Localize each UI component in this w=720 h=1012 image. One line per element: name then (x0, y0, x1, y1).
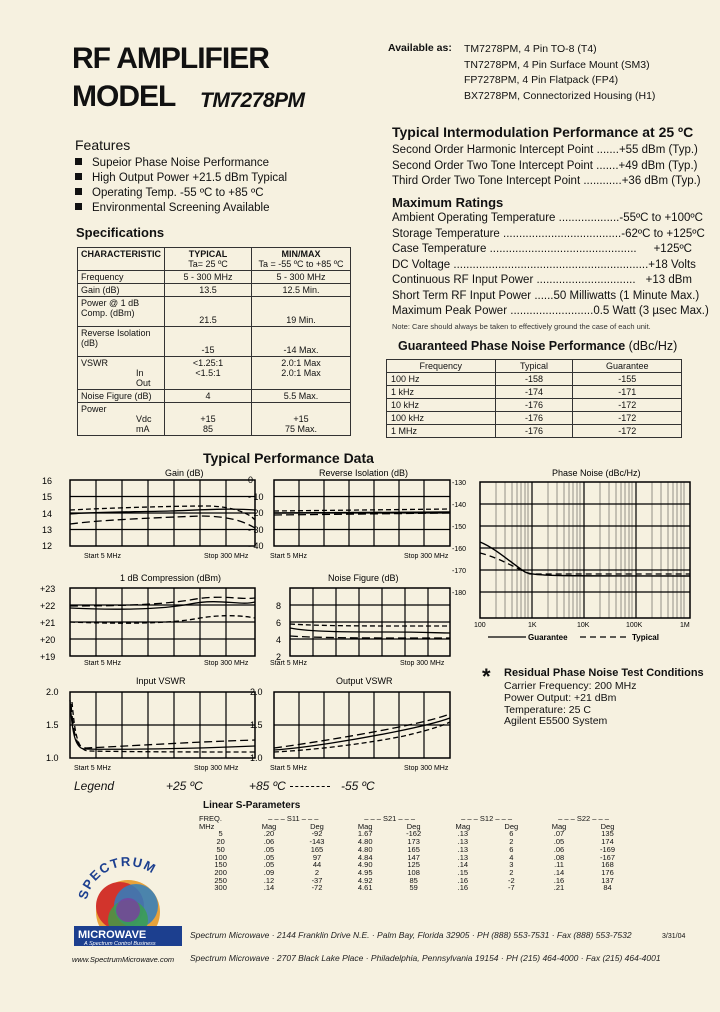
svg-text:-170: -170 (452, 568, 467, 575)
table-row: 5 .20 -92 1.67 -162 .13 6 .07 135 (218, 829, 614, 839)
svg-text:100: 100 (474, 622, 486, 629)
feature-item: Operating Temp. -55 ºC to +85 ºC (75, 186, 287, 201)
svg-text:Start 5 MHz: Start 5 MHz (270, 660, 307, 667)
table-row: Gain (dB) 13.5 12.5 Min. (78, 284, 351, 297)
pn-title-wrap (398, 339, 677, 353)
performance-charts (40, 464, 460, 784)
output-vswr-chart (250, 676, 450, 772)
svg-text:-140: -140 (452, 502, 467, 509)
svg-text:-150: -150 (452, 524, 467, 531)
legend-label: Legend (74, 779, 115, 793)
svg-text:14: 14 (42, 509, 53, 519)
features-list (75, 156, 287, 216)
svg-text:-180: -180 (452, 590, 467, 597)
footer-line1: Spectrum Microwave · 2144 Franklin Drive N.E. · Palm Bay, Florida 32905 · PH (888) 553-7531 · Fax (888) 553-7532 (190, 930, 632, 940)
svg-text:0: 0 (248, 475, 254, 485)
spectrum-logo (72, 856, 184, 948)
bullet-icon (75, 188, 82, 195)
available-item: TM7278PM, 4 Pin TO-8 (T4) (464, 43, 597, 55)
input-vswr-chart (46, 676, 255, 772)
rating-row: Case Temperature .............................................. +125ºC (392, 243, 692, 255)
title-line2: MODEL (72, 80, 176, 113)
model-number: TM7278PM (200, 89, 305, 112)
svg-text:Stop 300 MHz: Stop 300 MHz (404, 553, 449, 560)
table-row: 150 .05 44 4.90 125 .14 3 .11 168 (214, 860, 614, 870)
svg-text:4: 4 (276, 635, 282, 645)
table-row: Noise Figure (dB) 4 5.5 Max. (78, 390, 351, 403)
ratings-title: Maximum Ratings (392, 195, 504, 210)
footer-web[interactable]: www.SpectrumMicrowave.com (72, 955, 175, 964)
svg-text:2: 2 (276, 652, 282, 662)
svg-text:2.0: 2.0 (46, 687, 59, 697)
feature-item: Environmental Screening Available (75, 201, 287, 216)
svg-text:- 20: - 20 (248, 508, 264, 518)
rating-row: Storage Temperature ..................................... -62ºC to +125ºC (392, 227, 705, 240)
legend-dash (290, 786, 330, 787)
svg-text:Start 5 MHz: Start 5 MHz (74, 765, 111, 772)
table-row: Reverse Isolation (dB) -15 -14 Max. (78, 327, 351, 357)
table-row: 20 .06 -143 4.80 173 .13 2 .05 174 (216, 837, 614, 847)
available-item: TN7278PM, 4 Pin Surface Mount (SM3) (464, 58, 650, 71)
series-m55c (70, 516, 255, 528)
svg-text:Stop 300 MHz: Stop 300 MHz (404, 765, 449, 772)
svg-text:+21: +21 (40, 618, 56, 628)
rating-row: Short Term RF Input Power ...... 50 Milliwatts (1 Minute Max.) (392, 289, 700, 302)
table-row: 1 MHz -176 -172 (387, 425, 682, 438)
table-row: 1 kHz -174 -171 (387, 386, 682, 399)
legend-85c: +85 ºC (249, 779, 286, 793)
pn-unit: (dBc/Hz) (628, 339, 678, 353)
svg-text:100K: 100K (626, 622, 643, 629)
svg-text:Output VSWR: Output VSWR (336, 676, 393, 686)
feature-item: High Output Power +21.5 dBm Typical (75, 171, 287, 186)
sparams-table: FREQ. – – – S11 – – – – – – S21 – – – – – – S12 – – – – – – S22 – – – MHz Mag Deg Mag Deg Mag Deg Mag Deg 5 .20 -92 1.67 -162 .13 6 .07 135 20 .06 -143 4.80 173 .13 2 .05 174 50 .05 165 4.80 165 .13 6 .06 -169 100 .05 97 4.84 147 .13 4 .08 -167 150 .05 44 4.90 125 .14 3 .11 168 200 .09 2 4.95 108 .15 2 .14 176 250 .12 -37 4.92 85 .16 -2 .16 137 300 .14 -72 4.61 59 .16 -7 .21 84 (196, 815, 632, 892)
available-item: BX7278PM, Connectorized Housing (H1) (464, 89, 656, 102)
perf-title: Typical Performance Data (203, 450, 374, 466)
svg-text:1.0: 1.0 (46, 753, 59, 763)
svg-text:Start 5 MHz: Start 5 MHz (270, 765, 307, 772)
svg-text:- 40: - 40 (248, 541, 264, 551)
features-title: Features (75, 137, 131, 153)
available-label: Available as: (388, 42, 452, 54)
table-row: 200 .09 2 4.95 108 .15 2 .14 176 (214, 867, 614, 877)
svg-text:+19: +19 (40, 652, 56, 662)
svg-text:Reverse Isolation (dB): Reverse Isolation (dB) (319, 468, 409, 478)
noise-figure-chart (270, 573, 450, 667)
spec-header: CHARACTERISTIC (78, 248, 165, 271)
table-row: 300 .14 -72 4.61 59 .16 -7 .21 84 (214, 883, 612, 893)
table-row: Power @ 1 dB Comp. (dBm) 21.5 19 Min. (78, 297, 351, 327)
svg-text:1K: 1K (528, 622, 537, 629)
footer-date: 3/31/04 (662, 933, 686, 940)
pn-table: Frequency Typical Guarantee 100 Hz -158 -155 1 kHz -174 -171 10 kHz -176 -172 100 kHz -176 -172 1 MHz -176 -172 (386, 359, 682, 438)
bullet-icon (75, 203, 82, 210)
chart-title: Gain (dB) (165, 468, 204, 478)
table-row: 250 .12 -37 4.92 85 .16 -2 .16 137 (214, 875, 614, 885)
svg-text:- 30: - 30 (248, 525, 264, 535)
sparams-title: Linear S-Parameters (203, 800, 301, 811)
rating-row: DC Voltage ............................................................. +18 Volts (392, 258, 696, 271)
svg-text:+22: +22 (40, 601, 56, 611)
svg-text:A Spectrum Control Business: A Spectrum Control Business (84, 941, 156, 947)
svg-text:2.0: 2.0 (250, 687, 263, 697)
rating-row: Continuous RF Input Power ............................... +13 dBm (392, 274, 692, 286)
im-list (392, 143, 701, 190)
svg-text:12: 12 (42, 541, 53, 551)
isolation-chart (248, 468, 450, 560)
im-row: Third Order Two Tone Intercept Point ............ +36 dBm (Typ.) (392, 175, 701, 187)
ratings-list (392, 211, 709, 320)
specs-title: Specifications (76, 225, 165, 240)
svg-text:- 10: - 10 (248, 492, 264, 502)
legend-m55c: -55 ºC (341, 779, 375, 793)
specs-table: CHARACTERISTIC TYPICAL Ta= 25 ºC MIN/MAX Ta = -55 ºC to +85 ºC Frequency 5 - 300 MHz 5 - 300 MHz Gain (dB) 13.5 12.5 Min. Power @ 1 dB Comp. (dBm) 21.5 19 Min. Reverse Isolation (dB) -15 -14 Max. VSWR In Out <1.25:1 <1.5:1 2.0:1 Max 2.0:1 Max Noise Figure (dB) 4 5.5 Max. Power Vdc mA +15 85 +15 75 Max. (77, 247, 351, 436)
svg-text:Start 5 MHz: Start 5 MHz (84, 660, 121, 667)
svg-text:10K: 10K (577, 622, 590, 629)
svg-text:1.5: 1.5 (46, 720, 59, 730)
svg-text:13: 13 (42, 525, 53, 535)
svg-text:1.5: 1.5 (250, 720, 263, 730)
residual-title: Residual Phase Noise Test Conditions (504, 667, 704, 679)
table-row: Power Vdc mA +15 85 +15 75 Max. (78, 403, 351, 436)
table-row: VSWR In Out <1.25:1 <1.5:1 2.0:1 Max 2.0:1 Max (78, 357, 351, 390)
legend-25c: +25 ºC (166, 779, 203, 793)
svg-text:Stop 300 MHz: Stop 300 MHz (204, 553, 249, 560)
table-row: 100 kHz -176 -172 (387, 412, 682, 425)
svg-text:15: 15 (42, 492, 53, 502)
table-row: 10 kHz -176 -172 (387, 399, 682, 412)
svg-text:Start 5 MHz: Start 5 MHz (84, 553, 121, 560)
svg-text:1M: 1M (680, 622, 690, 629)
svg-text:Stop 300 MHz: Stop 300 MHz (204, 660, 249, 667)
ratings-note: Note: Care should always be taken to effectively ground the case of each unit. (392, 322, 651, 331)
compression-chart (40, 573, 255, 667)
svg-text:-160: -160 (452, 546, 467, 553)
rating-row: Ambient Operating Temperature ................... -55ºC to +100ºC (392, 212, 703, 224)
svg-text:Stop 300 MHz: Stop 300 MHz (194, 765, 239, 772)
gain-chart (42, 468, 255, 560)
pn-title: Guaranteed Phase Noise Performance (398, 339, 626, 353)
svg-text:MICROWAVE: MICROWAVE (78, 929, 147, 941)
svg-text:6: 6 (276, 618, 282, 628)
svg-text:+23: +23 (40, 584, 56, 594)
asterisk: * (482, 664, 491, 689)
bullet-icon (75, 173, 82, 180)
phase-noise-chart (452, 464, 702, 644)
svg-text:1 dB Compression (dBm): 1 dB Compression (dBm) (120, 573, 222, 583)
svg-text:16: 16 (42, 476, 53, 486)
table-row: Frequency 5 - 300 MHz 5 - 300 MHz (78, 271, 351, 284)
im-row: Second Order Harmonic Intercept Point ....... +55 dBm (Typ.) (392, 144, 698, 156)
svg-text:-130: -130 (452, 480, 467, 487)
svg-text:Stop 300 MHz: Stop 300 MHz (400, 660, 445, 667)
svg-text:+20: +20 (40, 635, 56, 645)
table-row: 100 Hz -158 -155 (387, 373, 682, 386)
svg-text:1.0: 1.0 (250, 753, 263, 763)
rating-row: Maximum Peak Power .......................... 0.5 Watt (3 µsec Max.) (392, 305, 709, 317)
available-list (464, 42, 655, 104)
feature-item: Supeior Phase Noise Performance (75, 156, 287, 171)
svg-text:Start 5 MHz: Start 5 MHz (270, 553, 307, 560)
bullet-icon (75, 158, 82, 165)
footer-line2: Spectrum Microwave · 2707 Black Lake Place · Philadelphia, Pennsylvania 19154 · PH (215) 464-4000 · Fax (215) 464-4001 (190, 953, 661, 963)
svg-text:8: 8 (276, 601, 282, 611)
im-row: Second Order Two Tone Intercept Point ....... +49 dBm (Typ.) (392, 159, 698, 172)
svg-text:Input VSWR: Input VSWR (136, 676, 186, 686)
title-line1: RF AMPLIFIER (72, 42, 269, 75)
table-row: 50 .05 165 4.80 165 .13 6 .06 -169 (216, 844, 615, 854)
svg-text:Phase Noise (dBc/Hz): Phase Noise (dBc/Hz) (552, 468, 641, 478)
residual-lines: Carrier Frequency: 200 MHz Power Output: +21 dBm Temperature: 25 C Agilent E5500 System (504, 680, 637, 728)
available-item: FP7278PM, 4 Pin Flatpack (FP4) (464, 74, 619, 86)
im-title: Typical Intermodulation Performance at 25 ºC (392, 124, 694, 140)
svg-text:Guarantee: Guarantee (528, 633, 568, 642)
table-row: 100 .05 97 4.84 147 .13 4 .08 -167 (214, 852, 615, 862)
svg-text:Noise Figure (dB): Noise Figure (dB) (328, 573, 399, 583)
svg-text:Typical: Typical (632, 633, 659, 642)
logo-ring-text: SPECTRUM (75, 856, 160, 901)
